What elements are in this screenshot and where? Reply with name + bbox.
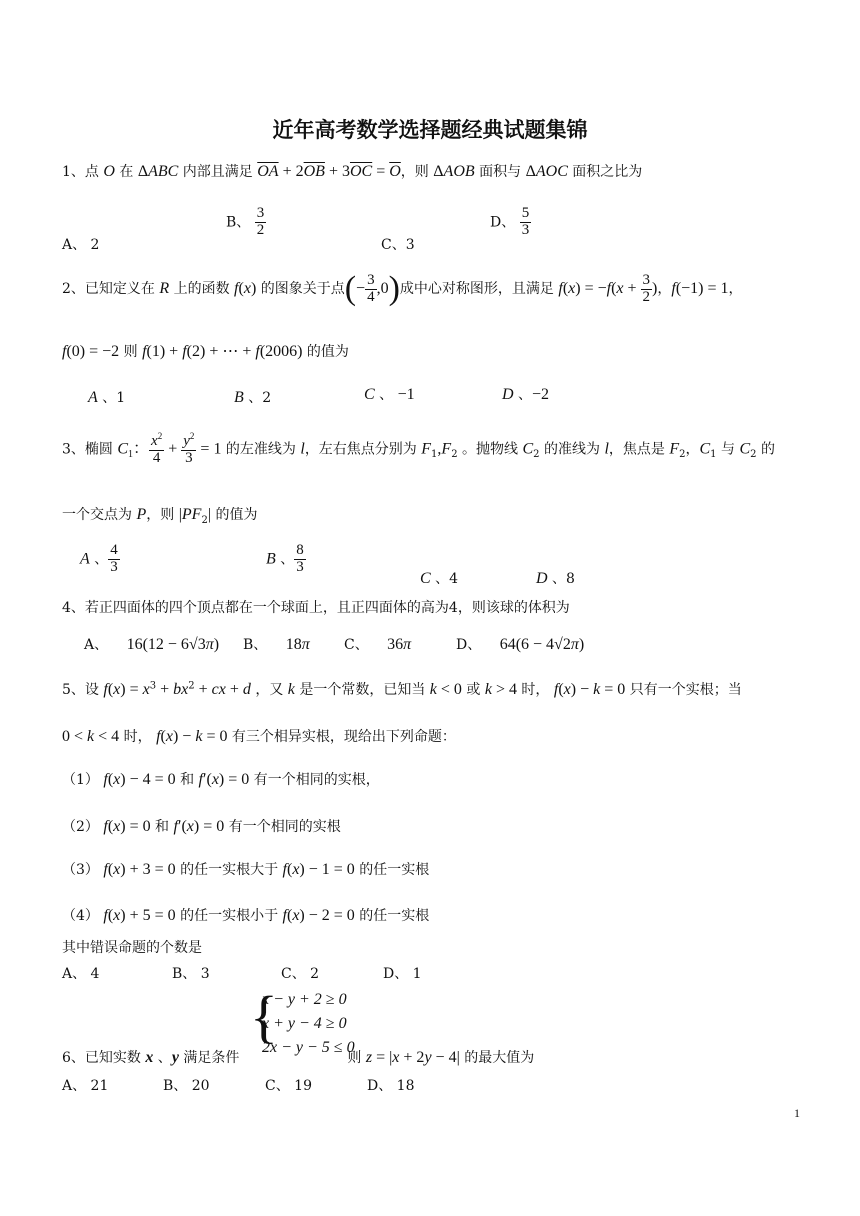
page-title: 近年高考数学选择题经典试题集锦 [272,118,588,142]
question-6-option-a: A、 21 [62,1078,109,1094]
question-2-option-b: B 、2 [234,389,272,406]
question-5-option-b: B、 3 [172,966,210,982]
question-4-option-a: A、 16(12 − 6√3π) [84,636,220,653]
question-1-option-b: B、 $\frac{3}{2}$ [226,205,265,238]
question-3-option-a: A 、 $\frac{4}{3}$ [80,542,118,575]
question-6-option-d: D、 18 [367,1078,415,1094]
system-brace: { [250,984,278,1049]
question-5-option-a: A、 4 [62,966,100,982]
condition-1: x − y + 2 ≥ 0 [262,991,347,1008]
question-5-question: 其中错误命题的个数是 [62,940,202,956]
question-1-option-c: C、3 [381,237,415,253]
question-5-item-4: （4） f(x) + 5 = 0 的任一实根小于 f(x) − 2 = 0 的任一实根 [62,907,430,924]
question-4-text: 4、若正四面体的四个顶点都在一个球面上，且正四面体的高为4，则该球的体积为 [62,600,570,616]
question-5-item-2: （2） f(x) = 0 和 f′(x) = 0 有一个相同的实根 [62,818,341,835]
condition-3: 2x − y − 5 ≤ 0 [262,1039,355,1056]
question-3-option-d: D 、8 [536,570,575,587]
question-5-item-3: （3） f(x) + 3 = 0 的任一实根大于 f(x) − 1 = 0 的任一实根 [62,861,430,878]
question-4-option-c: C、 36π [344,636,412,653]
question-2-text-line2: f(0) = −2 则 f(1) + f(2) + ⋯ + f(2006) 的值为 [62,343,349,360]
condition-2: x + y − 4 ≥ 0 [262,1015,347,1032]
question-1-option-d: D、 $\frac{5}{3}$ [490,205,530,238]
question-2-option-d: D 、−2 [502,386,550,403]
question-1-option-a: A、 2 [62,237,100,253]
question-2-text-line1: 2、已知定义在 R 上的函数 f(x) 的图象关于点(− $\frac{3}{4}$ ,0)成中心对称图形，且满足 f(x) = −f(x + $\frac{3}{2}$ )，f(−1) = 1， [62,270,743,307]
question-3-option-b: B 、 $\frac{8}{3}$ [266,542,304,575]
question-6-text: 6、已知实数 x 、y 满足条件 则 z = |x + 2y − 4| 的最大值为 [62,1049,535,1066]
question-4-option-d: D、 64(6 − 4√2π) [456,636,585,653]
question-4-option-b: B、 18π [243,636,310,653]
question-1-text: 1、点 O 在 ΔABC 内部且满足 $\overline{OA} + 2\overline{OB} + 3\overline{OC} = \overline{O}$，则 ΔAOB 面积与 ΔAOC 面积之比为 [62,163,643,180]
question-6-option-c: C、 19 [265,1078,312,1094]
question-2-option-a: A 、1 [88,389,126,406]
question-5-option-c: C、 2 [281,966,320,982]
question-3-option-c: C 、4 [420,570,459,587]
question-5-text-line2: 0 < k < 4 时， f(x) − k = 0 有三个相异实根，现给出下列命题： [62,728,456,745]
question-5-option-d: D、 1 [383,966,422,982]
question-5-text-line1: 5、设 $f(x) = x^3 + bx^2$ + cx + d ，又 k 是一个常数，已知当 k < 0 或 k > 4 时， f(x) − k = 0 只有一个实根；当 [62,680,742,698]
question-3-text-line1: 3、椭圆 $C_1$： $\frac{x^2}{4}$ + $\frac{y^2}{3}$ = 1 的左准线为 l，左右焦点分别为 $F_1,F_2$ 。抛物线 $C_2$ 的准线为 l，焦点是 $F_2$，$C_1$ 与 $C_2$ 的 [62,431,775,466]
question-3-text-line2: 一个交点为 P，则 $|PF_2|$ 的值为 [62,506,258,526]
question-2-option-c: C 、 −1 [364,386,415,403]
question-5-item-1: （1） f(x) − 4 = 0 和 f′(x) = 0 有一个相同的实根， [62,771,380,788]
page-number: 1 [794,1106,800,1120]
question-6-option-b: B、 20 [163,1078,210,1094]
